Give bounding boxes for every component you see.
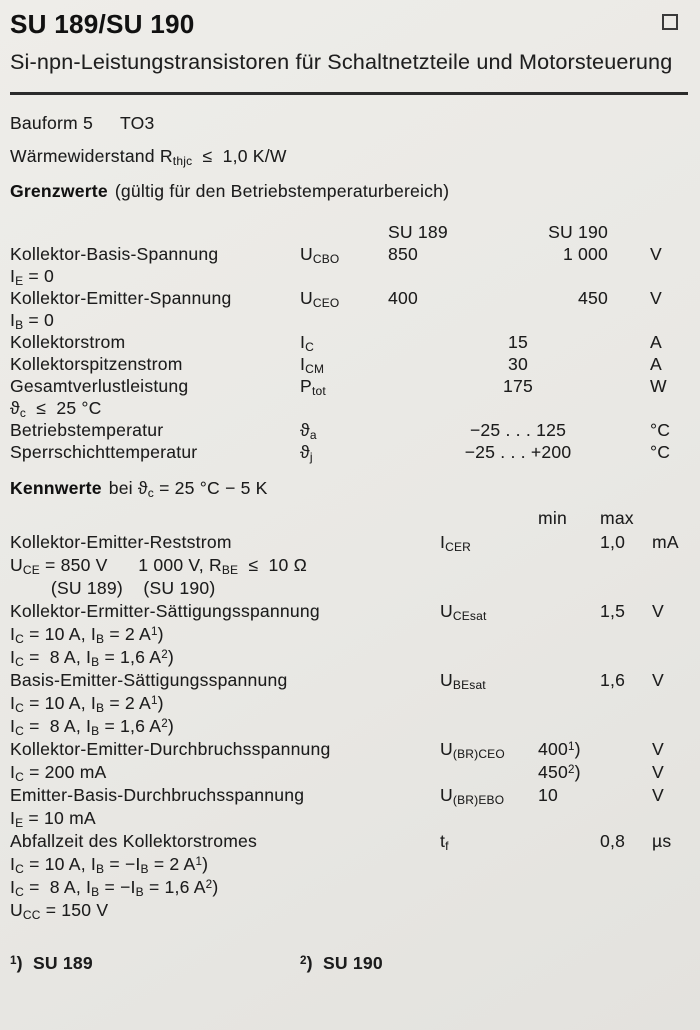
param-value: −25 . . . 125 bbox=[469, 420, 567, 440]
condition: $I_E = 0$ bbox=[10, 266, 54, 289]
param-unit: V bbox=[650, 288, 662, 308]
param-symbol: $t_f$ bbox=[440, 831, 449, 854]
grenzwerte-column-headers bbox=[10, 221, 690, 243]
condition: $I_C = 10$ A, $I_B = -I_B = 2$ $A^1$) bbox=[10, 854, 209, 877]
param-unit: A bbox=[650, 354, 662, 374]
param-symbol: $U_{CEsat}$ bbox=[440, 601, 487, 624]
value-su190: 450 bbox=[578, 288, 608, 308]
param-name: Kollektor-Emitter-Durchbruchsspannung bbox=[10, 739, 331, 759]
table-row bbox=[10, 600, 690, 669]
param-unit: V bbox=[652, 785, 664, 805]
grenzwerte-heading bbox=[10, 180, 690, 202]
table-row bbox=[10, 738, 690, 784]
param-symbol: $I_{CER}$ bbox=[440, 532, 471, 555]
table-row bbox=[10, 784, 690, 830]
param-value: −25 . . . +200 bbox=[464, 442, 572, 462]
param-unit: V bbox=[652, 739, 664, 759]
param-name: Gesamtverlustleistung bbox=[10, 376, 189, 396]
param-symbol: $I_{CM}$ bbox=[300, 354, 325, 377]
param-unit: V bbox=[652, 670, 664, 690]
param-min: 10 bbox=[538, 785, 558, 805]
param-name: Kollektor-Emitter-Spannung bbox=[10, 288, 232, 308]
value-su190: 1 000 bbox=[562, 244, 608, 264]
param-value: 175 bbox=[503, 376, 533, 396]
condition: $I_C = 200$ mA bbox=[10, 762, 107, 785]
kennwerte-heading bbox=[10, 477, 690, 499]
param-value: 15 bbox=[508, 332, 528, 352]
param-min: $450^2$) bbox=[538, 762, 581, 782]
table-row bbox=[10, 419, 690, 441]
table-row bbox=[10, 331, 690, 353]
condition: $I_C = 8$ A, $I_B = 1,6$ $A^2$) bbox=[10, 716, 174, 739]
param-name: Betriebstemperatur bbox=[10, 420, 164, 440]
page-subtitle: Si-npn-Leistungstransistoren für Schaltnetzteile und Motorsteuerung bbox=[10, 50, 673, 74]
param-unit: A bbox=[650, 332, 662, 352]
header bbox=[10, 8, 690, 40]
param-value: 30 bbox=[508, 354, 528, 374]
table-row bbox=[10, 375, 690, 419]
param-symbol: $ϑ_j$ bbox=[300, 442, 313, 465]
bauform-value: TO3 bbox=[119, 113, 155, 133]
param-max: 1,0 bbox=[600, 532, 626, 552]
param-max: 1,5 bbox=[600, 601, 626, 621]
param-symbol: $I_C$ bbox=[300, 332, 314, 355]
param-unit: W bbox=[650, 376, 667, 396]
condition: $I_C = 8$ A, $I_B = 1,6$ $A^2$) bbox=[10, 647, 174, 670]
condition: $I_C = 8$ A, $I_B = -I_B = 1,6$ $A^2$) bbox=[10, 877, 219, 900]
table-row bbox=[10, 531, 690, 600]
param-max: 0,8 bbox=[600, 831, 626, 851]
column-su189: SU 189 bbox=[388, 222, 448, 242]
value-su189: 850 bbox=[388, 244, 418, 264]
page-title: SU 189/SU 190 bbox=[10, 9, 195, 39]
param-unit: µs bbox=[652, 831, 672, 851]
param-symbol: $ϑ_a$ bbox=[300, 420, 317, 443]
param-symbol: $U_{(BR)EBO}$ bbox=[440, 785, 505, 808]
param-max: 1,6 bbox=[600, 670, 626, 690]
condition: $U_{CC} = 150$ V bbox=[10, 900, 109, 923]
param-name: Emitter-Basis-Durchbruchsspannung bbox=[10, 785, 305, 805]
param-unit: V bbox=[650, 244, 662, 264]
param-name: Sperrschichttemperatur bbox=[10, 442, 198, 462]
param-min: $400^1$) bbox=[538, 739, 581, 759]
param-unit: mA bbox=[652, 532, 679, 552]
param-name: Kollektorstrom bbox=[10, 332, 126, 352]
condition: $I_C = 10$ A, $I_B = 2$ $A^1$) bbox=[10, 693, 164, 716]
grenzwerte-title: Grenzwerte bbox=[10, 181, 108, 201]
table-row bbox=[10, 243, 690, 287]
kennwerte-column-headers bbox=[10, 507, 690, 530]
param-symbol: $U_{CBO}$ bbox=[300, 244, 340, 267]
bauform-line bbox=[10, 112, 690, 134]
table-row bbox=[10, 441, 690, 463]
footnote-2: $^2$) SU 190 bbox=[300, 953, 383, 973]
thermal-resistance-line: Wärmewiderstand $R_{thjc} \le 1,0$ K/W bbox=[10, 146, 287, 169]
bauform-label: Bauform 5 bbox=[10, 113, 93, 133]
table-row bbox=[10, 353, 690, 375]
param-symbol: $U_{BEsat}$ bbox=[440, 670, 486, 693]
param-name: Kollektor-Ermitter-Sättigungsspannung bbox=[10, 601, 320, 621]
grenzwerte-table bbox=[10, 243, 690, 463]
value-su189: 400 bbox=[388, 288, 418, 308]
kennwerte-conditions: bei $ϑ_c = 25$ °C − 5 K bbox=[108, 478, 268, 501]
footnotes bbox=[10, 952, 690, 975]
param-name: Kollektor-Basis-Spannung bbox=[10, 244, 219, 264]
column-min: min bbox=[538, 508, 567, 528]
param-name: Kollektorspitzenstrom bbox=[10, 354, 183, 374]
divider-rule bbox=[10, 92, 688, 95]
table-row bbox=[10, 830, 690, 922]
condition: $U_{CE} = 850$ V 1 000 V, $R_{BE} \le 10$ Ω bbox=[10, 555, 307, 578]
grenzwerte-note: (gültig für den Betriebstemperaturbereich) bbox=[114, 181, 450, 201]
footnote-1: $^1$) SU 189 bbox=[10, 953, 93, 973]
column-max: max bbox=[600, 508, 634, 528]
condition: $ϑ_c \le 25$ °C bbox=[10, 398, 102, 421]
param-symbol: $U_{CEO}$ bbox=[300, 288, 340, 311]
table-row bbox=[10, 669, 690, 738]
param-unit: °C bbox=[650, 442, 671, 462]
column-su190: SU 190 bbox=[548, 222, 608, 242]
kennwerte-table bbox=[10, 531, 690, 922]
condition: (SU 189) (SU 190) bbox=[10, 578, 216, 598]
param-name: Kollektor-Emitter-Reststrom bbox=[10, 532, 232, 552]
param-symbol: $U_{(BR)CEO}$ bbox=[440, 739, 505, 762]
param-unit: V bbox=[652, 762, 664, 782]
condition: $I_C = 10$ A, $I_B = 2$ $A^1$) bbox=[10, 624, 164, 647]
condition: $I_E = 10$ mA bbox=[10, 808, 96, 831]
param-unit: °C bbox=[650, 420, 671, 440]
param-name: Basis-Emitter-Sättigungsspannung bbox=[10, 670, 288, 690]
table-row bbox=[10, 287, 690, 331]
kennwerte-title: Kennwerte bbox=[10, 478, 102, 498]
condition: $I_B = 0$ bbox=[10, 310, 54, 333]
param-symbol: $P_{tot}$ bbox=[300, 376, 326, 399]
param-name: Abfallzeit des Kollektorstromes bbox=[10, 831, 258, 851]
corner-square-icon bbox=[662, 14, 678, 30]
param-unit: V bbox=[652, 601, 664, 621]
